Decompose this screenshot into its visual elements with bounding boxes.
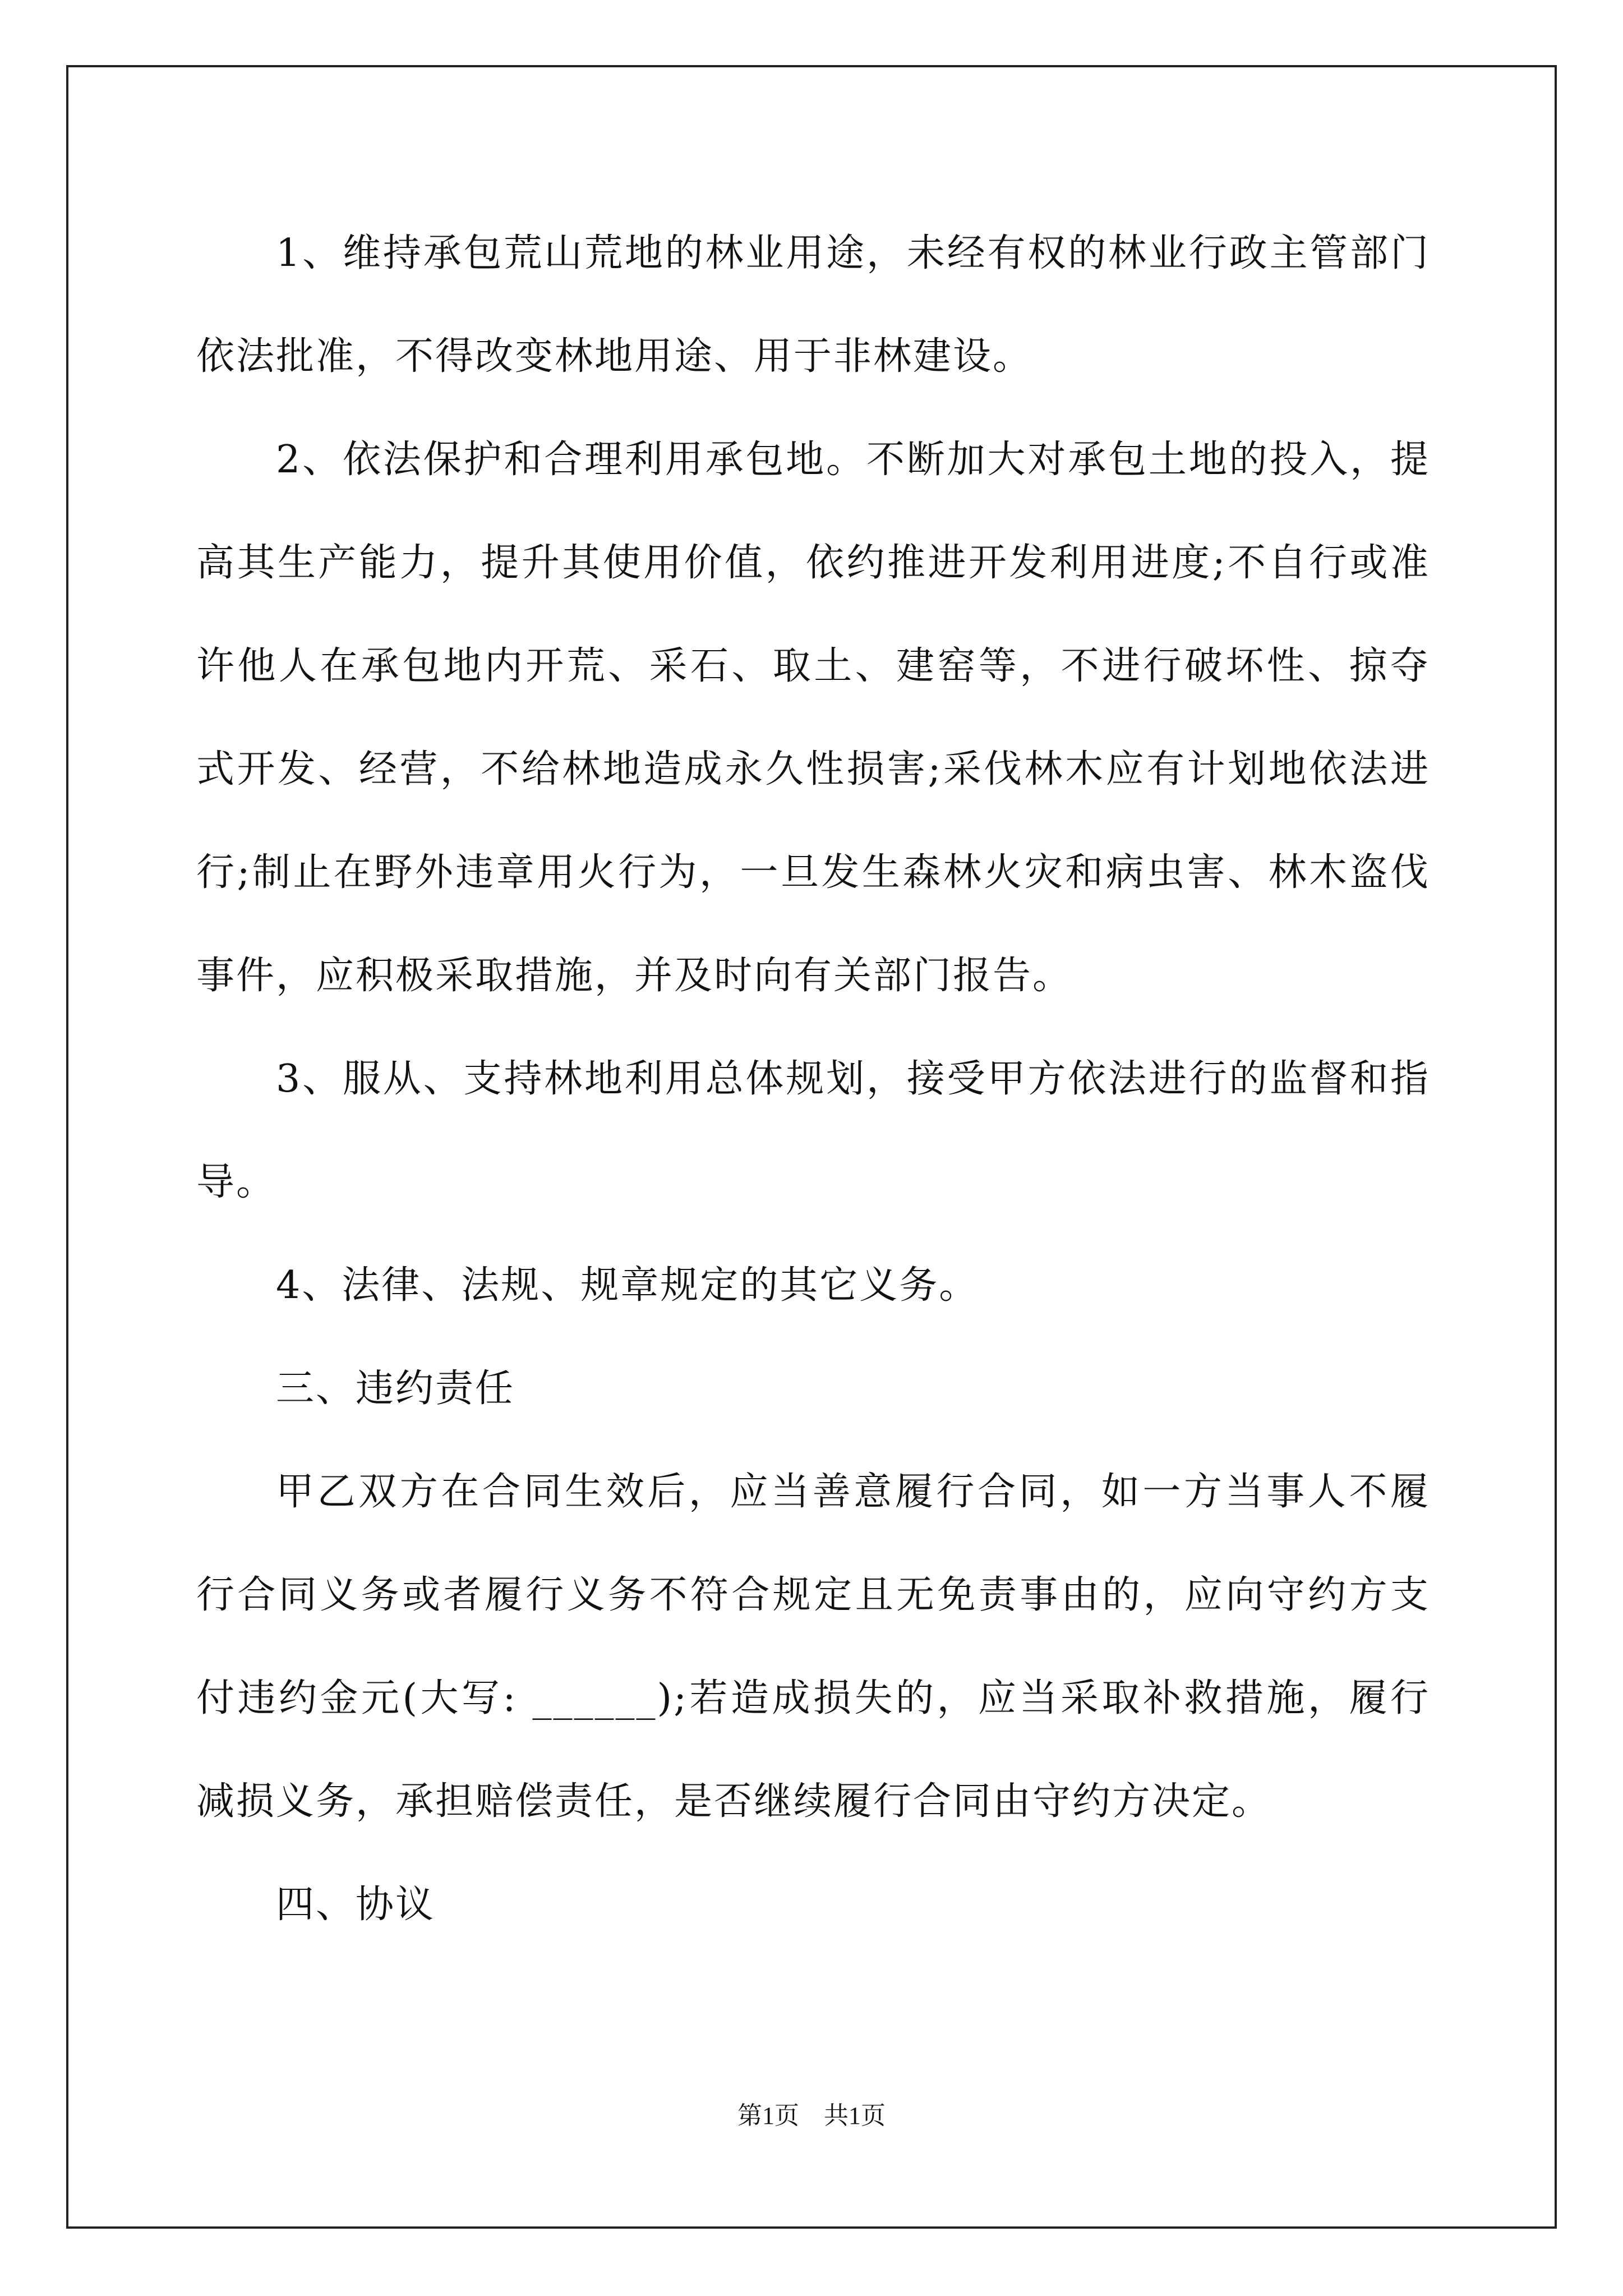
- section-heading-breach: 三、违约责任: [276, 1366, 515, 1411]
- obligation-paragraph-1: 1、维持承包荒山荒地的林业用途，未经有权的林业行政主管部门依法批准，不得改变林地用途、用于非林建设。: [196, 231, 1430, 379]
- section-heading-agreement: 四、协议: [276, 1883, 436, 1927]
- obligation-paragraph-4: 4、法律、法规、规章规定的其它义务。: [276, 1263, 979, 1308]
- breach-paragraph: 甲乙双方在合同生效后，应当善意履行合同，如一方当事人不履行合同义务或者履行义务不符合规定且无免责事由的，应向守约方支付违约金元(大写: ______);若造成损失的，应当采取补救措施，履行减损义务，承担赔偿责任，是否继续履行合同由守约方决定。: [196, 1470, 1430, 1824]
- obligation-paragraph-3: 3、服从、支持林地利用总体规划，接受甲方依法进行的监督和指导。: [196, 1057, 1430, 1204]
- page-number-footer: 第1页 共1页: [737, 2102, 886, 2129]
- obligation-paragraph-2: 2、依法保护和合理利用承包地。不断加大对承包土地的投入，提高其生产能力，提升其使用价值，依约推进开发利用进度;不自行或准许他人在承包地内开荒、采石、取土、建窑等，不进行破坏性、掠夺式开发、经营，不给林地造成永久性损害;采伐林木应有计划地依法进行;制止在野外违章用火行为，一旦发生森林火灾和病虫害、林木盗伐事件，应积极采取措施，并及时向有关部门报告。: [196, 438, 1430, 998]
- document-body: [196, 202, 1430, 1957]
